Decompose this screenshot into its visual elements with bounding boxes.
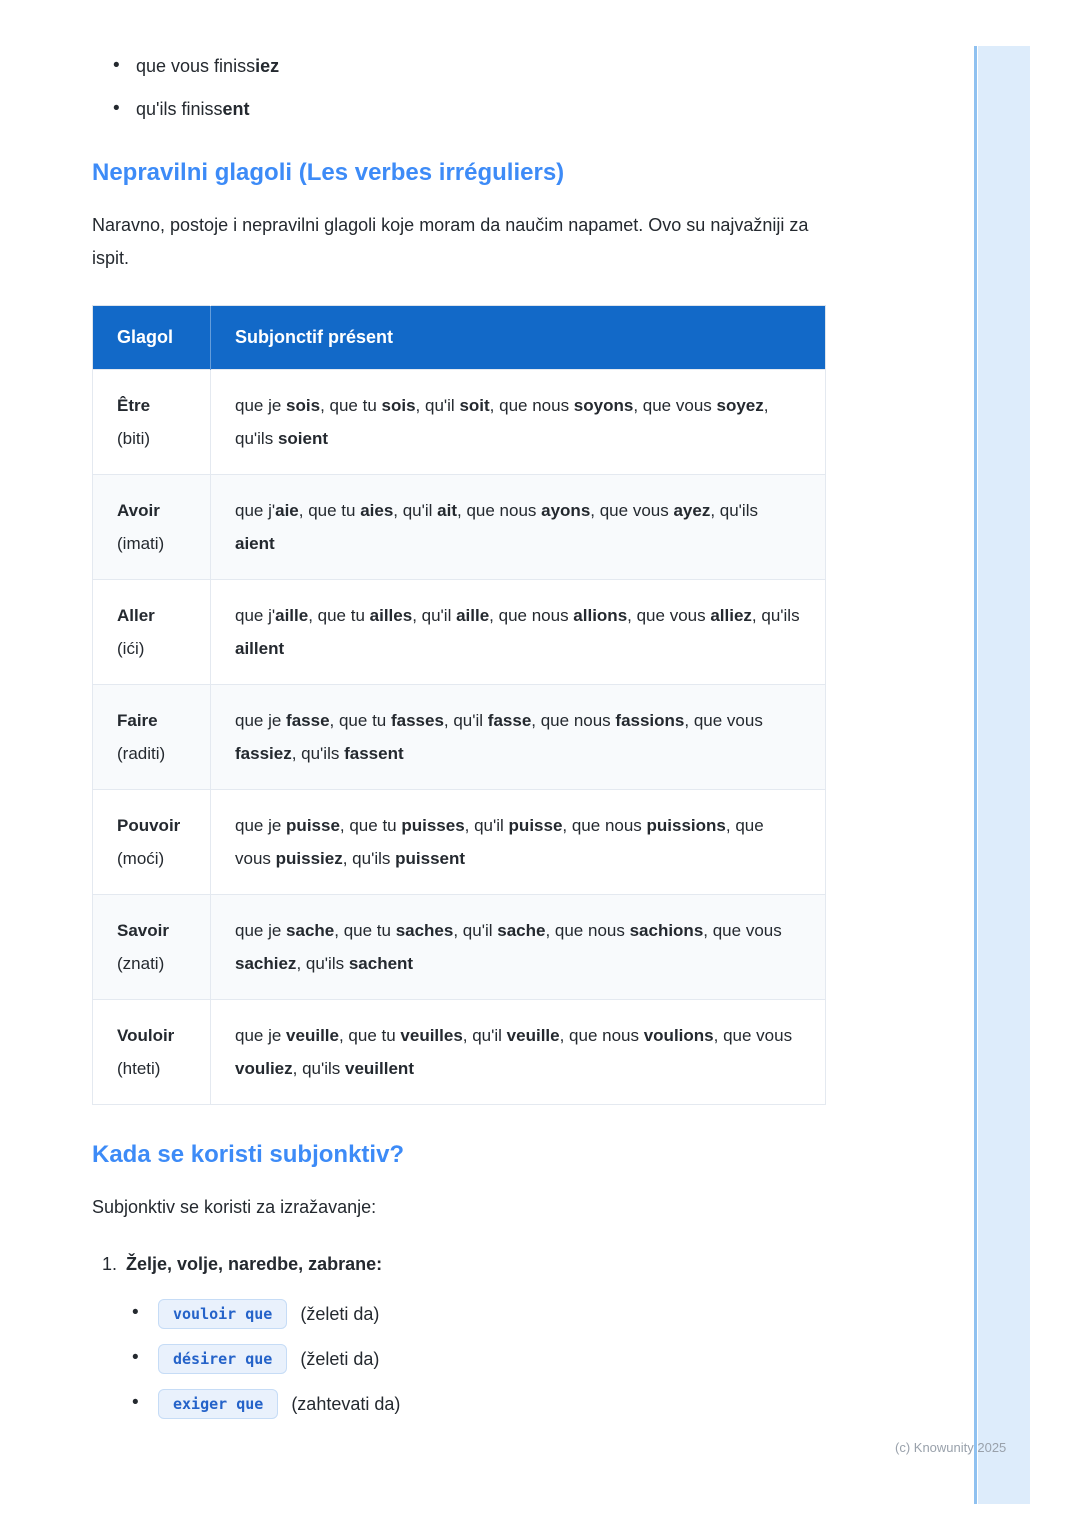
- verb-translation: (hteti): [117, 1059, 161, 1078]
- chip-meaning: (zahtevati da): [291, 1393, 401, 1414]
- table-row: [93, 1000, 826, 1105]
- verb-cell: [93, 370, 211, 475]
- conjugation-cell: que je veuille, que tu veuilles, qu'il veuille, que nous voulions, que vous vouliez, qu'ils veuillent: [211, 1000, 826, 1105]
- column-header-subjunctive: Subjonctif présent: [211, 306, 826, 370]
- verb-translation: (raditi): [117, 744, 166, 763]
- verb-translation: (znati): [117, 954, 165, 973]
- verb-name: Vouloir: [117, 1026, 175, 1045]
- verb-name: Aller: [117, 606, 155, 625]
- list-item-text: que vous finissiez: [136, 56, 280, 76]
- list-title: Želje, volje, naredbe, zabrane:: [126, 1254, 383, 1274]
- verb-translation: (ići): [117, 639, 145, 658]
- side-decoration-panel: [978, 46, 1030, 1504]
- section-heading-usage: Kada se koristi subjonktiv?: [92, 1141, 405, 1168]
- code-chip: • désirer que: [158, 1344, 287, 1374]
- chip-meaning: (želeti da): [300, 1348, 380, 1369]
- intro-paragraph: Naravno, postoje i nepravilni glagoli koje moram da naučim napamet. Ovo su najvažniji za ispit.: [92, 215, 809, 268]
- verb-cell: [93, 475, 211, 580]
- table-row: [93, 685, 826, 790]
- verb-cell: [93, 895, 211, 1000]
- conjugation-cell: que j'aille, que tu ailles, qu'il aille, que nous allions, que vous alliez, qu'ils aillent: [211, 580, 826, 685]
- table-header: [93, 306, 826, 370]
- table-row: [93, 370, 826, 475]
- chip-meaning: (želeti da): [300, 1303, 380, 1324]
- section-heading-irregular-verbs: Nepravilni glagoli (Les verbes irréguliers): [92, 159, 565, 186]
- table-row: [93, 580, 826, 685]
- verb-cell: [93, 790, 211, 895]
- page-content: [92, 0, 826, 1433]
- conjugation-cell: que je fasse, que tu fasses, qu'il fasse, que nous fassions, que vous fassiez, qu'ils fassent: [211, 685, 826, 790]
- list-item: [158, 1388, 826, 1420]
- verb-name: Faire: [117, 711, 158, 730]
- verb-name: Avoir: [117, 501, 160, 520]
- conjugation-cell: que je puisse, que tu puisses, qu'il puisse, que nous puissions, que vous puissiez, qu'ils puissent: [211, 790, 826, 895]
- list-item: [136, 52, 826, 80]
- code-chip: • exiger que: [158, 1389, 278, 1419]
- verb-translation: (moći): [117, 849, 165, 868]
- table-row: [93, 475, 826, 580]
- verb-cell: [93, 1000, 211, 1105]
- conjugation-cell: que j'aie, que tu aies, qu'il ait, que nous ayons, que vous ayez, qu'ils aient: [211, 475, 826, 580]
- table-row: [93, 895, 826, 1000]
- list-item: [136, 95, 826, 123]
- verb-name: Savoir: [117, 921, 169, 940]
- table-row: [93, 790, 826, 895]
- side-decoration-line: [974, 46, 977, 1504]
- conjugation-endings-list: [92, 52, 826, 123]
- verb-cell: [93, 580, 211, 685]
- verb-translation: (biti): [117, 429, 151, 448]
- footer-credit: (c) Knowunity 2025: [895, 1440, 1007, 1455]
- verb-cell: [93, 685, 211, 790]
- verb-translation: (imati): [117, 534, 165, 553]
- usage-paragraph: Subjonktiv se koristi za izražavanje:: [92, 1197, 377, 1217]
- table-header-row: [93, 306, 826, 370]
- list-item: [158, 1298, 826, 1330]
- list-item-text: qu'ils finissent: [136, 99, 250, 119]
- code-chip: • vouloir que: [158, 1299, 287, 1329]
- verb-name: Être: [117, 396, 151, 415]
- column-header-verb: Glagol: [93, 306, 211, 370]
- verb-name: Pouvoir: [117, 816, 181, 835]
- conjugation-cell: que je sois, que tu sois, qu'il soit, que nous soyons, que vous soyez, qu'ils soient: [211, 370, 826, 475]
- conjugation-table: [92, 305, 826, 1105]
- list-item: [158, 1343, 826, 1375]
- table-body: [93, 370, 826, 1105]
- numbered-list-item: [102, 1250, 826, 1278]
- conjugation-cell: que je sache, que tu saches, qu'il sache, que nous sachions, que vous sachiez, qu'ils sachent: [211, 895, 826, 1000]
- expressions-list: [92, 1298, 826, 1420]
- list-number: 1.: [102, 1254, 118, 1274]
